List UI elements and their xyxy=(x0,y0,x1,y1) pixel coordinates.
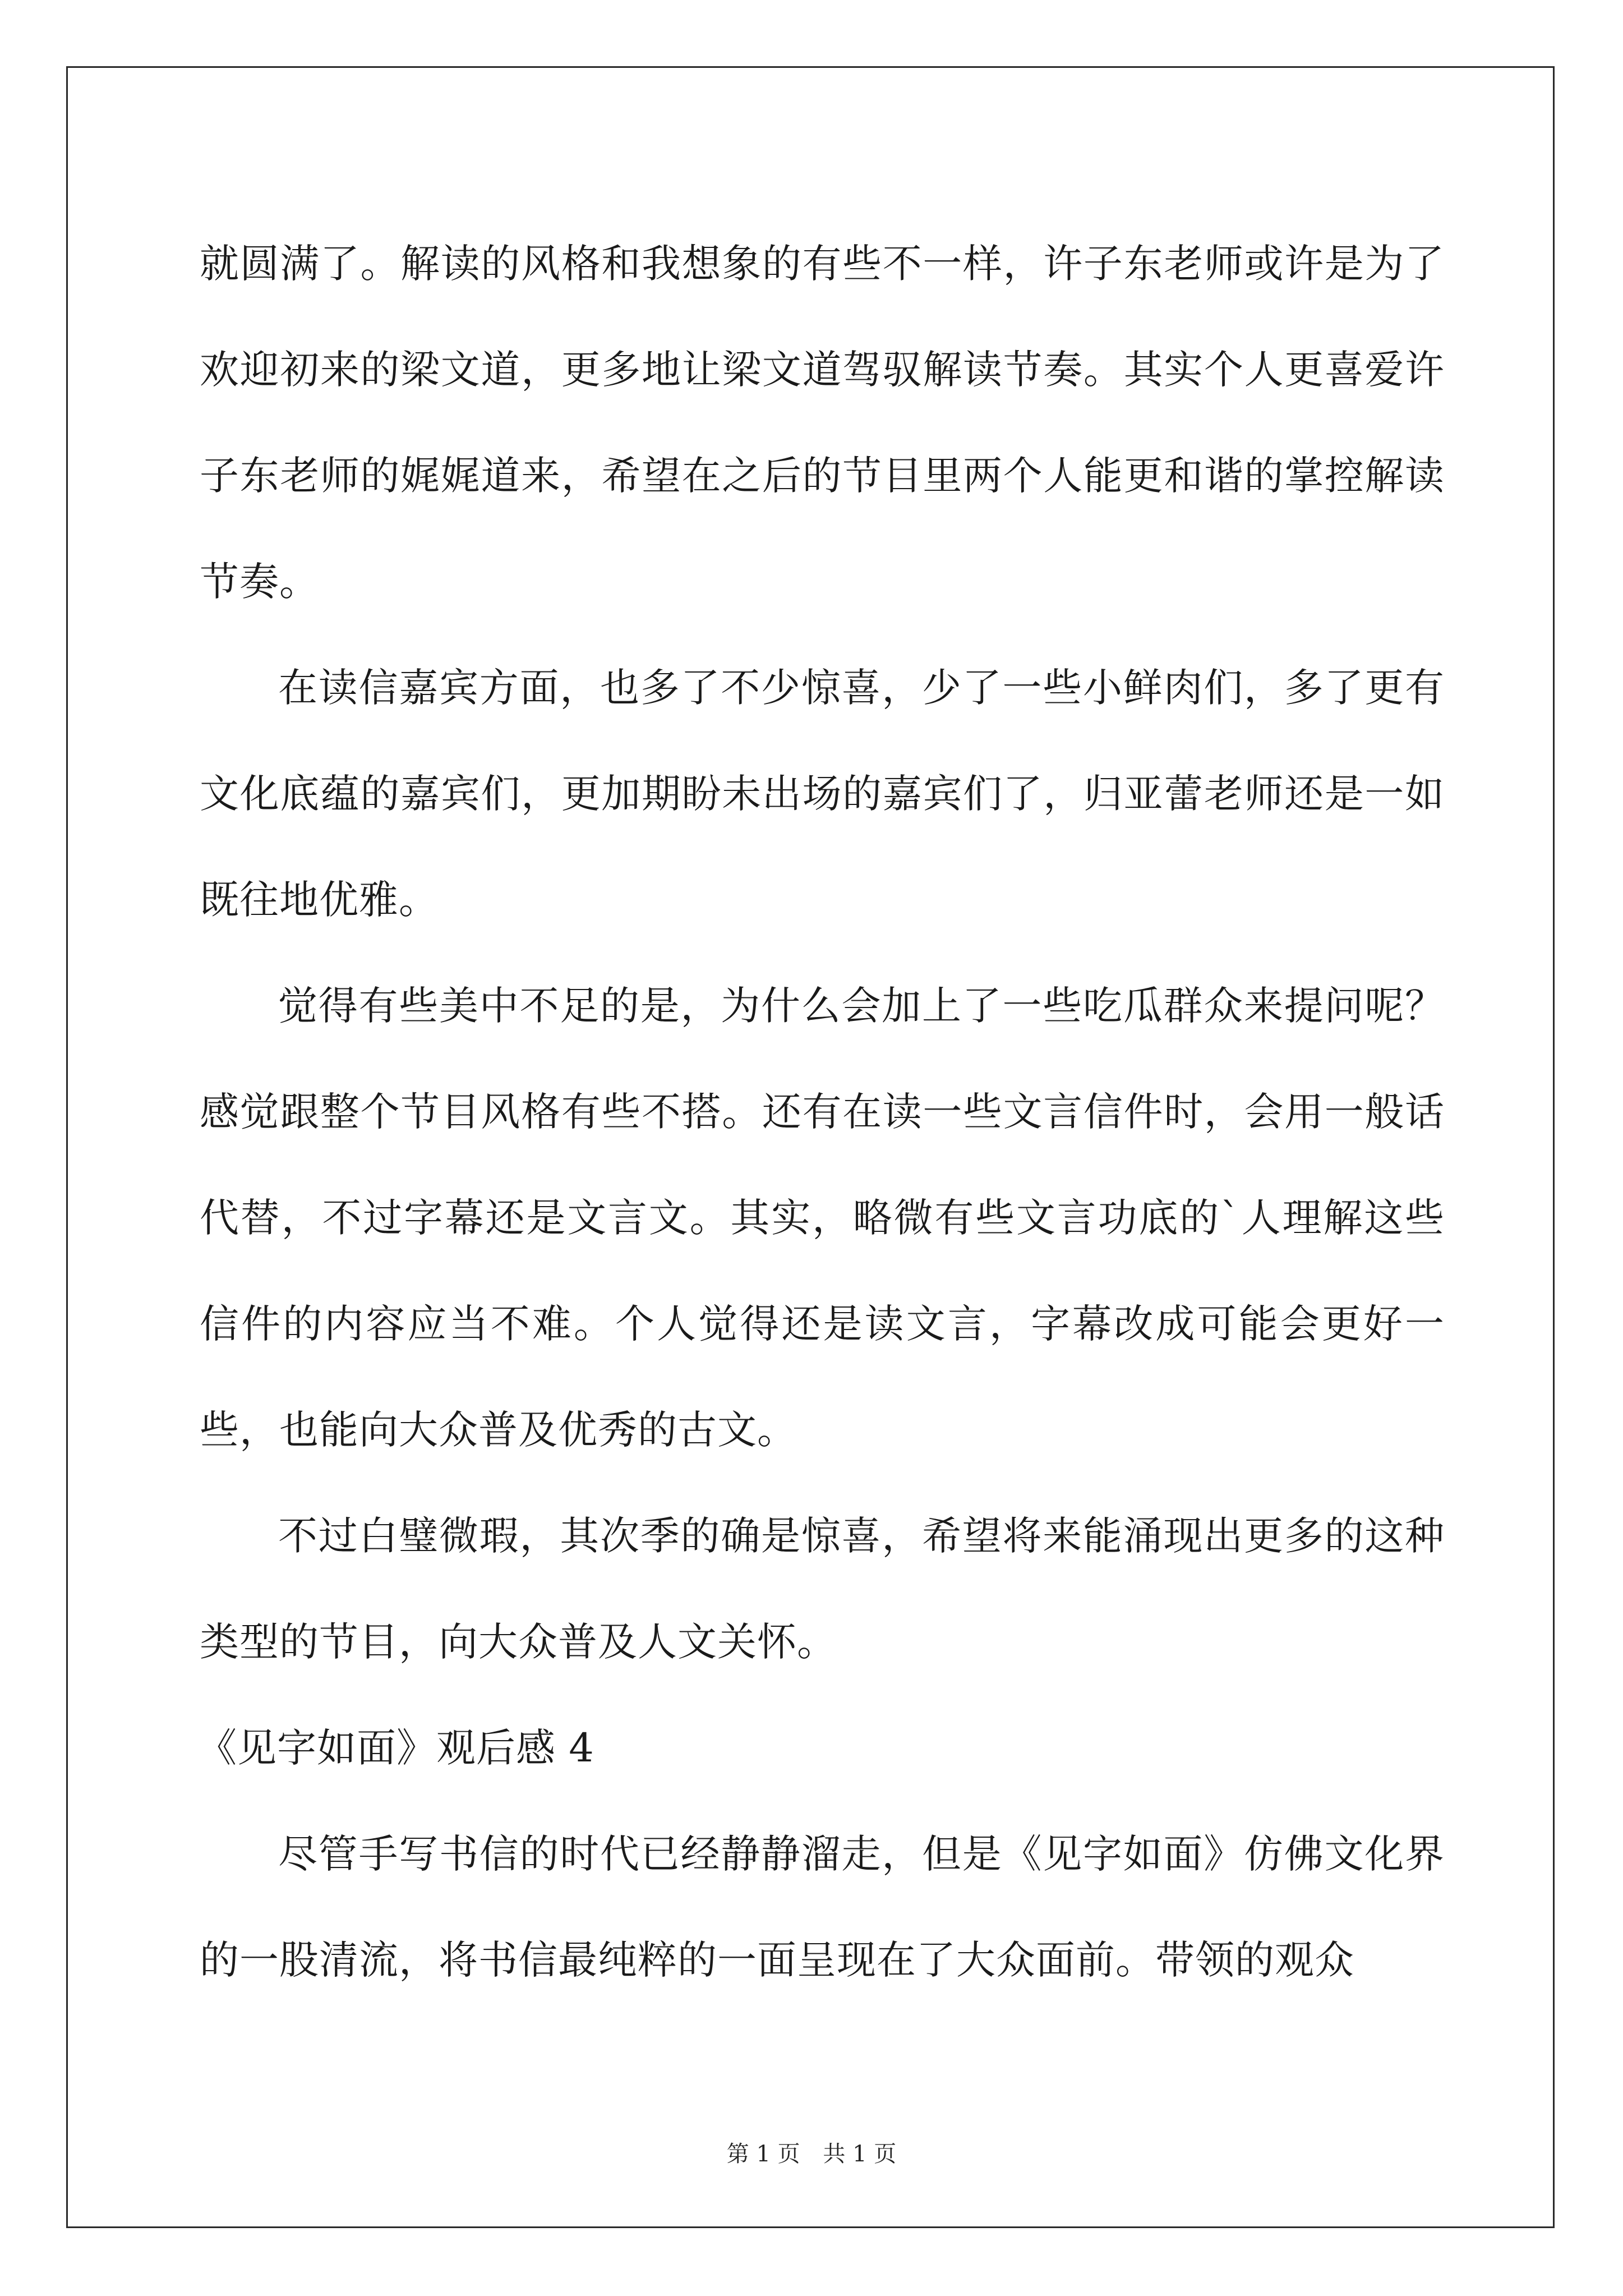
page-total: 共 1 页 xyxy=(823,2141,897,2167)
section-heading: 《见字如面》观后感 4 xyxy=(197,1725,594,1771)
document-body xyxy=(197,211,1445,2013)
page-footer xyxy=(0,2136,1623,2168)
paragraph-5: 尽管手写书信的时代已经静静溜走，但是《见字如面》仿佛文化界的一股清流，将书信最纯粹的一面呈现在了大众面前。带领的观众 xyxy=(200,1831,1445,1983)
page-number: 第 1 页 xyxy=(726,2141,800,2167)
paragraph-3: 觉得有些美中不足的是，为什么会加上了一些吃瓜群众来提问呢？感觉跟整个节目风格有些不搭。还有在读一些文言信件时，会用一般话代替，不过字幕还是文言文。其实，略微有些文言功底的`人理解这些信件的内容应当不难。个人觉得还是读文言，字幕改成可能会更好一些，也能向大众普及优秀的古文。 xyxy=(200,983,1445,1453)
paragraph-1: 就圆满了。解读的风格和我想象的有些不一样，许子东老师或许是为了欢迎初来的梁文道，更多地让梁文道驾驭解读节奏。其实个人更喜爱许子东老师的娓娓道来，希望在之后的节目里两个人能更和谐的掌控解读节奏。 xyxy=(200,241,1445,605)
paragraph-4: 不过白璧微瑕，其次季的确是惊喜，希望将来能涌现出更多的这种类型的节目，向大众普及人文关怀。 xyxy=(200,1513,1445,1665)
paragraph-2: 在读信嘉宾方面，也多了不少惊喜，少了一些小鲜肉们，多了更有文化底蕴的嘉宾们，更加期盼未出场的嘉宾们了，归亚蕾老师还是一如既往地优雅。 xyxy=(200,665,1445,923)
